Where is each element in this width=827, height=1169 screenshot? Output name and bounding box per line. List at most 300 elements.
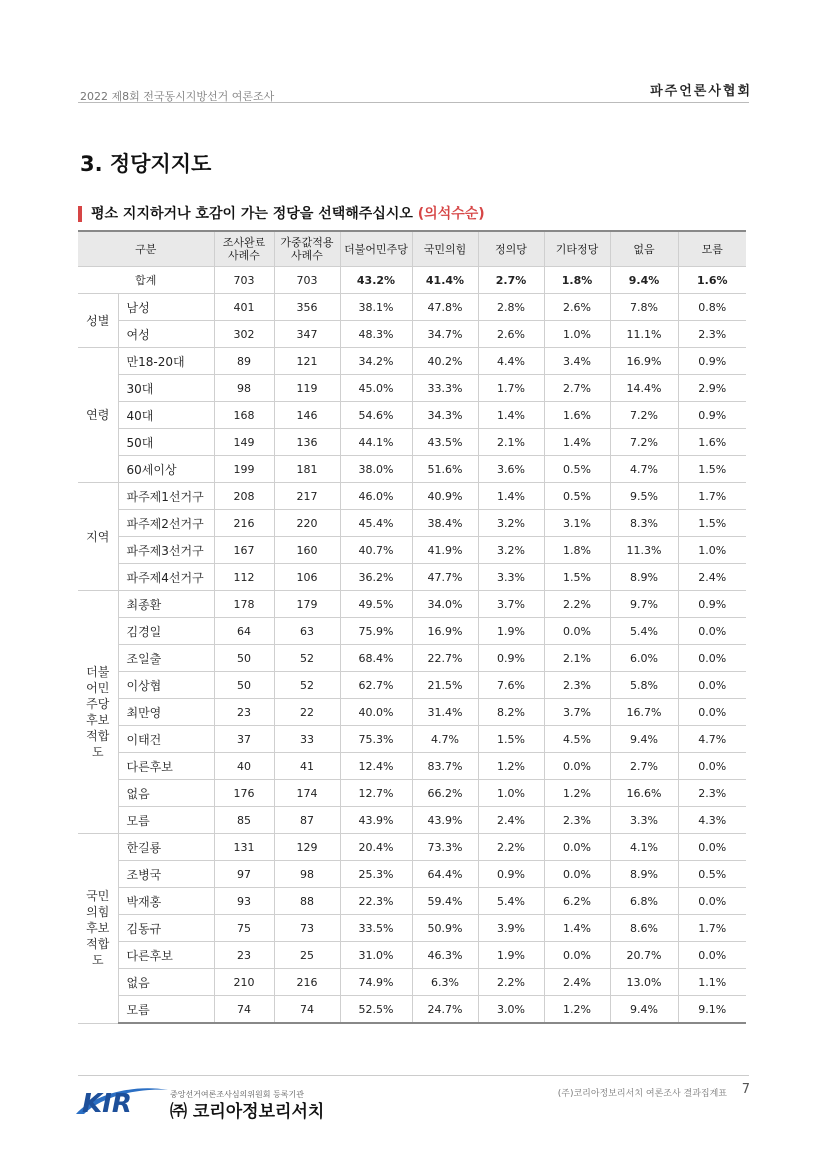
table-cell: 2.4%: [544, 969, 610, 996]
table-cell: 1.2%: [478, 753, 544, 780]
table-cell: 2.3%: [678, 780, 746, 807]
kir-logo: [74, 1084, 170, 1116]
table-cell: 8.6%: [610, 915, 678, 942]
registration-text: 중앙선거여론조사심의위원회 등록기관: [170, 1090, 304, 1099]
table-row: [78, 780, 746, 807]
table-cell: 356: [274, 294, 340, 321]
table-cell: 160: [274, 537, 340, 564]
table-cell: 1.6%: [678, 429, 746, 456]
table-cell: 401: [214, 294, 274, 321]
table-cell: 83.7%: [412, 753, 478, 780]
table-cell: 2.6%: [544, 294, 610, 321]
table-cell: 4.7%: [678, 726, 746, 753]
table-cell: 25: [274, 942, 340, 969]
column-header: 모름: [678, 231, 746, 267]
table-row: [78, 753, 746, 780]
table-cell: 48.3%: [340, 321, 412, 348]
table-cell: 181: [274, 456, 340, 483]
table-cell: 8.9%: [610, 861, 678, 888]
table-cell: 129: [274, 834, 340, 861]
table-row: [78, 510, 746, 537]
group-label: 성별: [78, 294, 118, 348]
table-cell: 1.0%: [478, 780, 544, 807]
table-cell: 46.3%: [412, 942, 478, 969]
table-row: [78, 321, 746, 348]
table-row: [78, 456, 746, 483]
table-cell: 112: [214, 564, 274, 591]
table-cell: 12.7%: [340, 780, 412, 807]
row-label: 모름: [118, 996, 214, 1024]
row-label: 파주제3선거구: [118, 537, 214, 564]
table-cell: 131: [214, 834, 274, 861]
table-cell: 3.7%: [478, 591, 544, 618]
table-row: [78, 834, 746, 861]
table-cell: 24.7%: [412, 996, 478, 1024]
table-cell: 75: [214, 915, 274, 942]
table-cell: 168: [214, 402, 274, 429]
table-cell: 23: [214, 699, 274, 726]
table-cell: 7.2%: [610, 402, 678, 429]
table-cell: 2.8%: [478, 294, 544, 321]
table-cell: 98: [274, 861, 340, 888]
table-cell: 62.7%: [340, 672, 412, 699]
table-cell: 0.0%: [544, 942, 610, 969]
table-cell: 85: [214, 807, 274, 834]
table-cell: 3.3%: [478, 564, 544, 591]
question-note: (의석수순): [417, 206, 485, 222]
table-cell: 167: [214, 537, 274, 564]
table-cell: 216: [274, 969, 340, 996]
logo-text: KIR: [82, 1089, 132, 1116]
org-name: 파주언론사협회: [650, 84, 752, 99]
row-label: 김경일: [118, 618, 214, 645]
table-cell: 49.5%: [340, 591, 412, 618]
group-label: 연령: [78, 348, 118, 483]
table-cell: 33: [274, 726, 340, 753]
table-cell: 0.0%: [678, 834, 746, 861]
table-cell: 87: [274, 807, 340, 834]
row-label: 파주제2선거구: [118, 510, 214, 537]
table-cell: 41: [274, 753, 340, 780]
table-cell: 4.7%: [610, 456, 678, 483]
table-cell: 38.1%: [340, 294, 412, 321]
table-cell: 16.9%: [412, 618, 478, 645]
table-cell: 73.3%: [412, 834, 478, 861]
table-cell: 3.3%: [610, 807, 678, 834]
question-marker: [78, 206, 82, 222]
table-cell: 1.7%: [678, 915, 746, 942]
table-cell: 121: [274, 348, 340, 375]
table-cell: 2.1%: [544, 645, 610, 672]
table-row: [78, 348, 746, 375]
table-cell: 1.7%: [678, 483, 746, 510]
table-cell: 21.5%: [412, 672, 478, 699]
table-cell: 0.9%: [678, 348, 746, 375]
table-cell: 63: [274, 618, 340, 645]
table-cell: 2.2%: [478, 969, 544, 996]
row-label: 30대: [118, 375, 214, 402]
table-cell: 6.0%: [610, 645, 678, 672]
table-cell: 0.0%: [678, 753, 746, 780]
table-cell: 217: [274, 483, 340, 510]
table-cell: 34.0%: [412, 591, 478, 618]
table-cell: 8.9%: [610, 564, 678, 591]
table-cell: 0.0%: [678, 942, 746, 969]
company-name: ㈜ 코리아정보리서치: [170, 1102, 325, 1122]
table-cell: 5.8%: [610, 672, 678, 699]
table-cell: 1.0%: [678, 537, 746, 564]
table-cell: 11.3%: [610, 537, 678, 564]
table-cell: 74.9%: [340, 969, 412, 996]
table-cell: 1.5%: [544, 564, 610, 591]
total-row: [78, 267, 746, 294]
table-cell: 0.9%: [678, 591, 746, 618]
table-cell: 43.5%: [412, 429, 478, 456]
table-cell: 5.4%: [478, 888, 544, 915]
table-cell: 220: [274, 510, 340, 537]
question: [91, 203, 485, 223]
table-cell: 2.3%: [678, 321, 746, 348]
row-label: 없음: [118, 969, 214, 996]
row-label: 모름: [118, 807, 214, 834]
table-cell: 0.0%: [678, 672, 746, 699]
table-cell: 73: [274, 915, 340, 942]
table-cell: 2.6%: [478, 321, 544, 348]
table-cell: 1.5%: [678, 510, 746, 537]
table-cell: 52: [274, 645, 340, 672]
table-cell: 45.4%: [340, 510, 412, 537]
group-label: 국민 의힘 후보 적합 도: [78, 834, 118, 1024]
table-cell: 4.5%: [544, 726, 610, 753]
table-row: [78, 294, 746, 321]
table-row: [78, 726, 746, 753]
table-cell: 179: [274, 591, 340, 618]
table-cell: 43.9%: [412, 807, 478, 834]
table-cell: 174: [274, 780, 340, 807]
table-cell: 2.3%: [544, 807, 610, 834]
table-cell: 0.0%: [678, 699, 746, 726]
report-label: (주)코리아정보리서치 여론조사 결과집계표: [557, 1089, 727, 1099]
table-cell: 6.3%: [412, 969, 478, 996]
table-cell: 64.4%: [412, 861, 478, 888]
table-cell: 44.1%: [340, 429, 412, 456]
table-row: [78, 618, 746, 645]
page-number: 7: [741, 1082, 750, 1097]
table-cell: 2.7%: [610, 753, 678, 780]
row-label: 김동규: [118, 915, 214, 942]
row-label: 다른후보: [118, 942, 214, 969]
column-header: 구분: [78, 231, 214, 267]
table-cell: 40: [214, 753, 274, 780]
table-cell: 302: [214, 321, 274, 348]
table-cell: 3.2%: [478, 537, 544, 564]
table-cell: 1.1%: [678, 969, 746, 996]
table-cell: 68.4%: [340, 645, 412, 672]
table-cell: 88: [274, 888, 340, 915]
header-row: [78, 231, 746, 267]
table-cell: 22.3%: [340, 888, 412, 915]
column-header: 기타정당: [544, 231, 610, 267]
table-cell: 64: [214, 618, 274, 645]
table-cell: 37: [214, 726, 274, 753]
table-row: [78, 861, 746, 888]
table-row: [78, 483, 746, 510]
table-cell: 47.7%: [412, 564, 478, 591]
table-cell: 3.2%: [478, 510, 544, 537]
table-cell: 41.9%: [412, 537, 478, 564]
table-cell: 2.4%: [678, 564, 746, 591]
table-cell: 2.9%: [678, 375, 746, 402]
table-cell: 0.9%: [478, 645, 544, 672]
table-cell: 5.4%: [610, 618, 678, 645]
table-cell: 74: [274, 996, 340, 1024]
table-cell: 0.0%: [544, 861, 610, 888]
table-cell: 9.1%: [678, 996, 746, 1024]
table-cell: 1.4%: [544, 915, 610, 942]
table-row: [78, 429, 746, 456]
question-text: 평소 지지하거나 호감이 가는 정당을 선택해주십시오: [91, 206, 413, 222]
table-row: [78, 942, 746, 969]
total-cell: 43.2%: [340, 267, 412, 294]
row-label: 만18-20대: [118, 348, 214, 375]
table-cell: 50.9%: [412, 915, 478, 942]
row-label: 조병국: [118, 861, 214, 888]
table-cell: 89: [214, 348, 274, 375]
total-cell: 9.4%: [610, 267, 678, 294]
table-cell: 3.1%: [544, 510, 610, 537]
table-cell: 1.7%: [478, 375, 544, 402]
row-label: 한길룡: [118, 834, 214, 861]
table-cell: 22.7%: [412, 645, 478, 672]
table-cell: 52.5%: [340, 996, 412, 1024]
table-cell: 8.2%: [478, 699, 544, 726]
section-title: 3. 정당지지도: [80, 152, 212, 176]
table-cell: 47.8%: [412, 294, 478, 321]
total-cell: 2.7%: [478, 267, 544, 294]
table-cell: 33.3%: [412, 375, 478, 402]
table-cell: 149: [214, 429, 274, 456]
footer-divider: [78, 1075, 749, 1076]
table-row: [78, 699, 746, 726]
table-cell: 1.9%: [478, 618, 544, 645]
table-row: [78, 672, 746, 699]
table-row: [78, 807, 746, 834]
row-label: 40대: [118, 402, 214, 429]
table-cell: 14.4%: [610, 375, 678, 402]
table-row: [78, 591, 746, 618]
table-cell: 2.2%: [478, 834, 544, 861]
row-label: 여성: [118, 321, 214, 348]
table-cell: 0.8%: [678, 294, 746, 321]
table-cell: 1.2%: [544, 996, 610, 1024]
table-cell: 97: [214, 861, 274, 888]
table-cell: 9.4%: [610, 996, 678, 1024]
table-cell: 6.2%: [544, 888, 610, 915]
table-cell: 2.1%: [478, 429, 544, 456]
column-header: 국민의힘: [412, 231, 478, 267]
group-label: 지역: [78, 483, 118, 591]
table-cell: 93: [214, 888, 274, 915]
table-cell: 0.0%: [678, 618, 746, 645]
table-cell: 3.7%: [544, 699, 610, 726]
row-label: 이상협: [118, 672, 214, 699]
table-cell: 216: [214, 510, 274, 537]
table-cell: 146: [274, 402, 340, 429]
table-cell: 45.0%: [340, 375, 412, 402]
table-cell: 1.5%: [678, 456, 746, 483]
row-label: 60세이상: [118, 456, 214, 483]
table-row: [78, 888, 746, 915]
row-label: 다른후보: [118, 753, 214, 780]
table-cell: 1.6%: [544, 402, 610, 429]
row-label: 조일출: [118, 645, 214, 672]
total-cell: 703: [274, 267, 340, 294]
table-cell: 347: [274, 321, 340, 348]
table-cell: 7.2%: [610, 429, 678, 456]
table-cell: 1.9%: [478, 942, 544, 969]
table-cell: 1.4%: [478, 483, 544, 510]
total-cell: 41.4%: [412, 267, 478, 294]
table-cell: 1.5%: [478, 726, 544, 753]
table-cell: 74: [214, 996, 274, 1024]
table-row: [78, 996, 746, 1024]
table-cell: 51.6%: [412, 456, 478, 483]
header-divider: [78, 102, 749, 103]
table-cell: 50: [214, 645, 274, 672]
table-cell: 34.3%: [412, 402, 478, 429]
table-row: [78, 564, 746, 591]
group-label: 더불 어민 주당 후보 적합 도: [78, 591, 118, 834]
table-cell: 176: [214, 780, 274, 807]
table-cell: 9.4%: [610, 726, 678, 753]
table-cell: 40.2%: [412, 348, 478, 375]
table-cell: 3.4%: [544, 348, 610, 375]
table-row: [78, 402, 746, 429]
total-cell: 1.6%: [678, 267, 746, 294]
column-header: 조사완료 사례수: [214, 231, 274, 267]
table-cell: 208: [214, 483, 274, 510]
table-cell: 6.8%: [610, 888, 678, 915]
table-cell: 31.4%: [412, 699, 478, 726]
table-cell: 0.5%: [544, 483, 610, 510]
table-cell: 59.4%: [412, 888, 478, 915]
table-cell: 16.9%: [610, 348, 678, 375]
table-cell: 4.3%: [678, 807, 746, 834]
row-label: 남성: [118, 294, 214, 321]
table-cell: 75.3%: [340, 726, 412, 753]
row-label: 최종환: [118, 591, 214, 618]
row-label: 파주제1선거구: [118, 483, 214, 510]
table-cell: 40.0%: [340, 699, 412, 726]
table-cell: 40.9%: [412, 483, 478, 510]
table-cell: 0.0%: [544, 753, 610, 780]
table-cell: 38.4%: [412, 510, 478, 537]
total-cell: 1.8%: [544, 267, 610, 294]
table-cell: 136: [274, 429, 340, 456]
table-cell: 66.2%: [412, 780, 478, 807]
table-cell: 16.6%: [610, 780, 678, 807]
table-row: [78, 969, 746, 996]
table-cell: 1.4%: [544, 429, 610, 456]
table-cell: 1.4%: [478, 402, 544, 429]
total-cell: 703: [214, 267, 274, 294]
row-label: 이태건: [118, 726, 214, 753]
table-cell: 0.0%: [678, 645, 746, 672]
table-cell: 2.3%: [544, 672, 610, 699]
table-cell: 7.8%: [610, 294, 678, 321]
table-cell: 178: [214, 591, 274, 618]
table-cell: 9.7%: [610, 591, 678, 618]
table-cell: 0.5%: [678, 861, 746, 888]
table-cell: 75.9%: [340, 618, 412, 645]
table-row: [78, 915, 746, 942]
table-cell: 22: [274, 699, 340, 726]
table-cell: 1.2%: [544, 780, 610, 807]
table-cell: 106: [274, 564, 340, 591]
table-cell: 3.0%: [478, 996, 544, 1024]
table-cell: 50: [214, 672, 274, 699]
table-cell: 0.0%: [544, 834, 610, 861]
table-cell: 0.0%: [678, 888, 746, 915]
table-cell: 11.1%: [610, 321, 678, 348]
table-cell: 4.1%: [610, 834, 678, 861]
table-cell: 0.5%: [544, 456, 610, 483]
row-label: 파주제4선거구: [118, 564, 214, 591]
table-cell: 16.7%: [610, 699, 678, 726]
row-label: 50대: [118, 429, 214, 456]
table-cell: 33.5%: [340, 915, 412, 942]
table-cell: 13.0%: [610, 969, 678, 996]
column-header: 더불어민주당: [340, 231, 412, 267]
table-cell: 7.6%: [478, 672, 544, 699]
table-cell: 0.9%: [678, 402, 746, 429]
table-cell: 119: [274, 375, 340, 402]
table-cell: 25.3%: [340, 861, 412, 888]
table-cell: 38.0%: [340, 456, 412, 483]
table-cell: 9.5%: [610, 483, 678, 510]
table-cell: 199: [214, 456, 274, 483]
table-cell: 0.0%: [544, 618, 610, 645]
total-label: 합계: [78, 267, 214, 294]
table-cell: 12.4%: [340, 753, 412, 780]
table-row: [78, 645, 746, 672]
table-row: [78, 537, 746, 564]
table-cell: 8.3%: [610, 510, 678, 537]
table-cell: 2.7%: [544, 375, 610, 402]
table-cell: 36.2%: [340, 564, 412, 591]
table-cell: 3.6%: [478, 456, 544, 483]
table-cell: 23: [214, 942, 274, 969]
table-cell: 98: [214, 375, 274, 402]
survey-title: 2022 제8회 전국동시지방선거 여론조사: [80, 90, 275, 103]
row-label: 최만영: [118, 699, 214, 726]
table-cell: 46.0%: [340, 483, 412, 510]
column-header: 없음: [610, 231, 678, 267]
table-cell: 3.9%: [478, 915, 544, 942]
table-cell: 4.7%: [412, 726, 478, 753]
row-label: 박재홍: [118, 888, 214, 915]
table-cell: 20.4%: [340, 834, 412, 861]
column-header: 가중값적용 사례수: [274, 231, 340, 267]
table-cell: 1.8%: [544, 537, 610, 564]
table-cell: 210: [214, 969, 274, 996]
table-cell: 43.9%: [340, 807, 412, 834]
table-cell: 34.2%: [340, 348, 412, 375]
table-cell: 4.4%: [478, 348, 544, 375]
table-cell: 20.7%: [610, 942, 678, 969]
table-cell: 54.6%: [340, 402, 412, 429]
table-cell: 0.9%: [478, 861, 544, 888]
